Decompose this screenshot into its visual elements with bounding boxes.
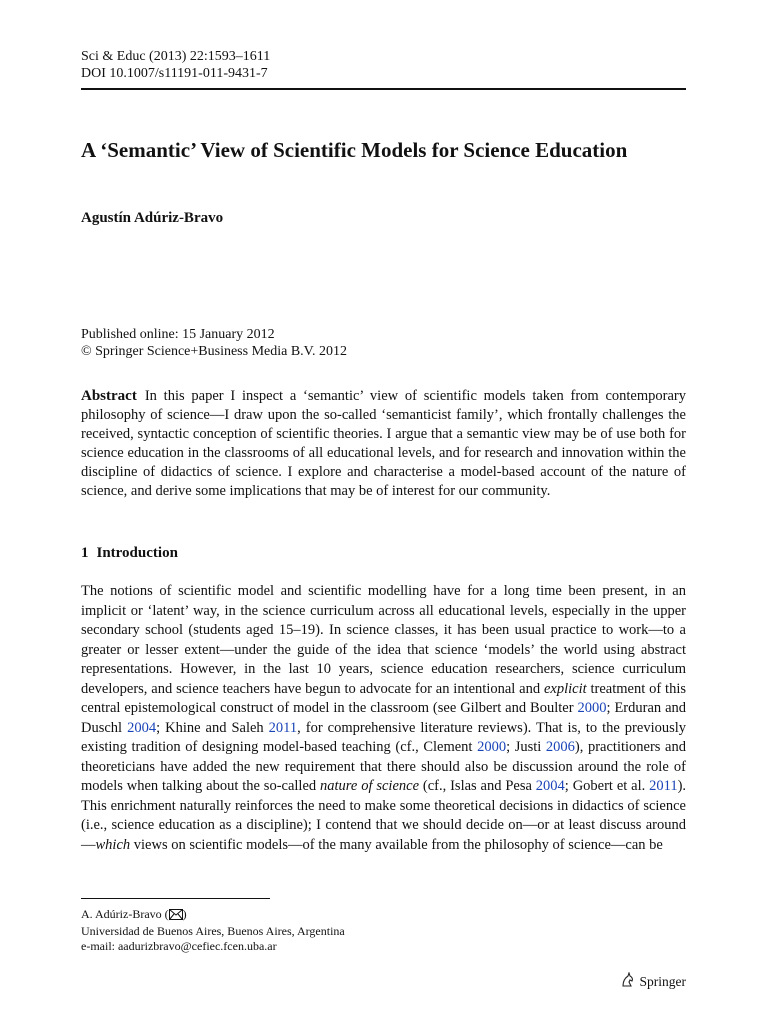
abstract-text: In this paper I inspect a ‘semantic’ view of scientific models taken from contemporary philosophy of science—I draw upon the so-called ‘semanticist family’, which frontally challenges the received, syntactic conception of scientific theories. I argue that a semantic view may be of use both for science education in the classrooms of all educational levels, and for research and innovation within the discipline of didactics of science. I explore and characterise a model-based account of the nature of science, and derive some implications that may be of interest for our community. — [81, 388, 686, 499]
envelope-icon[interactable] — [169, 909, 183, 924]
citation-link[interactable]: 2000 — [477, 739, 507, 755]
publisher-name: Springer — [639, 974, 686, 989]
footnote-rule — [81, 898, 270, 899]
body-text: The notions of scientific model and scientific modelling have for a long time been present, in an implicit or ‘latent’ way, in the science curriculum across all educational levels, especially in the upper secondary school (students aged 15–19). In science classes, it has been usual practice to work—to a greater or lesser extent—under the guide of the idea that science ‘models’ the world using abstract representations. However, in the last 10 years, science education researchers, science curriculum developers, and science teachers have begun to advocate for an intentional and — [81, 583, 686, 697]
citation-link[interactable]: 2004 — [127, 719, 157, 736]
section-title: Introduction — [96, 545, 178, 561]
citation-link[interactable]: 2011 — [268, 719, 298, 736]
abstract-label: Abstract — [81, 388, 137, 404]
citation-link[interactable]: 2011 — [649, 778, 678, 794]
body-text: ). This enrichment naturally reinforces the need to make some theoretical decisions in didactics of science (i.e., science education as a discipline); I contend that we should decide on—or at least discuss around— — [81, 778, 687, 853]
footnote-affiliation: Universidad de Buenos Aires, Buenos Aires, Argentina — [81, 924, 345, 938]
abstract — [81, 387, 686, 501]
footnote-author: A. Adúriz-Bravo ( — [81, 907, 169, 921]
copyright: © Springer Science+Business Media B.V. 2012 — [81, 344, 347, 359]
body-text: (cf., Islas and Pesa — [422, 778, 532, 794]
citation-link[interactable]: 2000 — [577, 700, 607, 716]
citation-link[interactable]: 2004 — [535, 778, 565, 794]
body-text: ; Khine and Saleh — [156, 719, 264, 736]
publisher-logo — [620, 972, 687, 992]
journal-header — [81, 48, 270, 82]
author-footnote — [81, 907, 345, 954]
footnote-email[interactable]: e-mail: aadurizbravo@cefiec.fcen.uba.ar — [81, 939, 277, 953]
citation-link[interactable]: 2006 — [545, 739, 575, 755]
footnote-author-line — [81, 907, 345, 924]
body-text: treatment of this central epistemological construct of model in the classroom (see Gilbert and Boulter — [81, 680, 686, 716]
section-heading — [81, 545, 178, 562]
article-title: A ‘Semantic’ View of Scientific Models for Science Education — [81, 138, 628, 162]
body-text: ; Erduran and Duschl — [81, 700, 687, 736]
body-text: ), practitioners and theoreticians have added the new requirement that there should also be discussion around the role of models when talking about the so-called — [81, 739, 686, 794]
author-name: Agustín Adúriz-Bravo — [81, 210, 224, 226]
body-text: , for comprehensive literature reviews). That is, to the previously existing tradition of designing model-based teaching (cf., Clement — [81, 719, 687, 755]
footnote-author-close: ) — [182, 907, 187, 921]
body-text: views on scientific models—of the many available from the philosophy of science—can be — [133, 836, 663, 853]
introduction-paragraph — [81, 582, 686, 855]
body-text: ; Justi — [506, 739, 542, 755]
body-text: ; Gobert et al. — [564, 778, 646, 794]
header-rule — [81, 88, 686, 90]
springer-horse-icon — [620, 972, 636, 992]
published-date: Published online: 15 January 2012 — [81, 327, 275, 342]
section-number: 1 — [81, 545, 89, 561]
emphasis-explicit: explicit — [543, 680, 587, 697]
journal-citation: Sci & Educ (2013) 22:1593–1611 — [81, 49, 271, 64]
publication-info — [81, 326, 347, 360]
doi: DOI 10.1007/s11191-011-9431-7 — [81, 66, 268, 81]
emphasis-nature-of-science: nature of science — [320, 778, 420, 794]
emphasis-which: which — [95, 836, 131, 853]
